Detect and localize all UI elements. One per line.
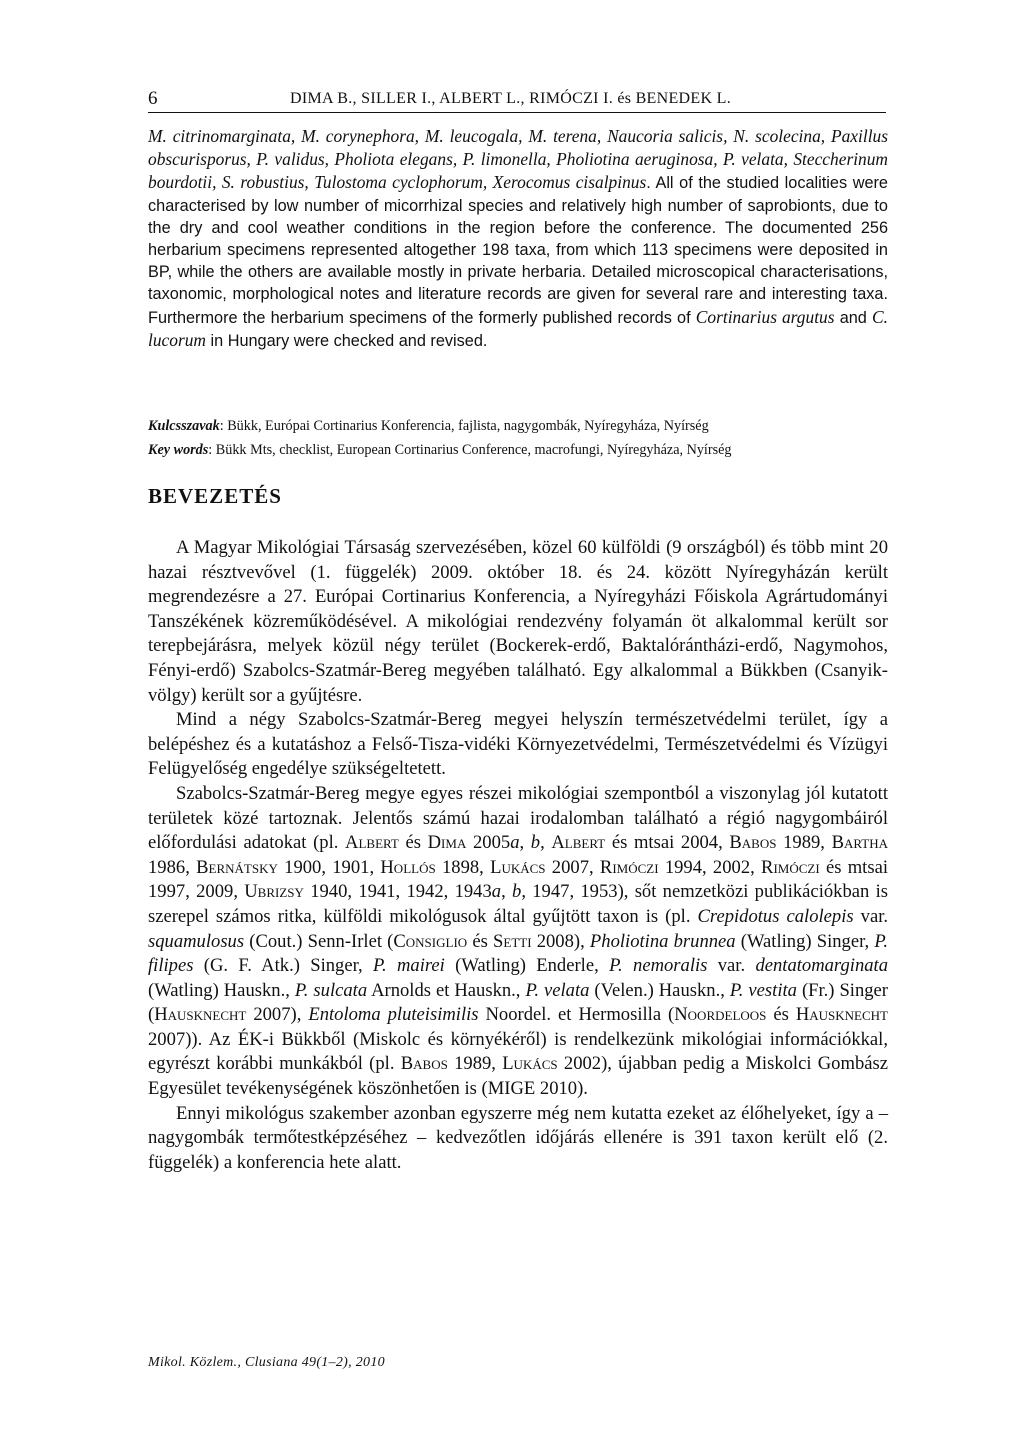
running-header [148, 86, 886, 113]
keywords-english: Key words: Bükk Mts, checklist, European Cortinarius Conference, macrofungi, Nyíregyháza, Nyírség [148, 442, 732, 458]
paragraph-3: Szabolcs-Szatmár-Bereg megye egyes részei mikológiai szempontból a viszonylag jól kutatott területek közé tartoznak. Jelentős számú hazai irodalomban található a régió nagygombáiról előfordulási adatokat (pl. Albert és Dima 2005a, b, Albert és mtsai 2004, Babos 1989, Bartha 1986, Bernátsky 1900, 1901, Hollós 1898, Lukács 2007, Rimóczi 1994, 2002, Rimóczi és mtsai 1997, 2009, Ubrizsy 1940, 1941, 1942, 1943a, b, 1947, 1953), sőt nemzetközi publikációkban is szerepel számos ritka, külföldi mikológusok által gyűjtött taxon is (pl. Crepidotus calolepis var. squamulosus (Cout.) Senn-Irlet (Consiglio és Setti 2008), Pholiotina brunnea (Watling) Singer, P. filipes (G. F. Atk.) Singer, P. mairei (Watling) Enderle, P. nemoralis var. dentatomarginata (Watling) Hauskn., P. sulcata Arnolds et Hauskn., P. velata (Velen.) Hauskn., P. vestita (Fr.) Singer (Hausknecht 2007), Entoloma pluteisimilis Noordel. et Hermosilla (Noordeloos és Hausknecht 2007)). Az ÉK-i Bükkből (Miskolc és környékéről) is rendelkezünk mikológiai információkkal, egyrészt korábbi munkákból (pl. Babos 1989, Lukács 2002), újabban pedig a Miskolci Gombász Egyesület tevékenységének köszönhetően is (MIGE 2010). [148, 782, 889, 1100]
page-number: 6 [148, 88, 158, 109]
paragraph-2: Mind a négy Szabolcs-Szatmár-Bereg megyei helyszín természetvédelmi terület, így a belépéshez és a kutatáshoz a Felső-Tisza-vidéki Környezetvédelmi, Természetvédelmi és Vízügyi Felügyelőség engedélye szükségeltetett. [148, 709, 888, 780]
species-list: M. citrinomarginata, M. corynephora, M. leucogala, M. terena, Naucoria salicis, N. scolecina, Paxillus obscurisporus, P. validus, Pholiota elegans, P. limonella, Pholiotina aeruginosa, P. velata, Steccherinum bourdotii, S. robustius, Tulostoma cyclophorum, Xerocomus cisalpinus [148, 126, 888, 193]
keywords-hu-label: Kulcsszavak [148, 418, 220, 434]
keywords-en-label: Key words [148, 442, 209, 458]
journal-footer: Mikol. Közlem., Clusiana 49(1–2), 2010 [148, 1355, 385, 1370]
paragraph-4: Ennyi mikológus szakember azonban egyszerre még nem kutatta ezeket az élőhelyeket, így a – nagygombák termőtestképzéséhez – kedvezőtlen időjárás ellenére is 391 taxon került elő (2. függelék) a konferencia hete alatt. [148, 1102, 888, 1173]
header-authors: DIMA B., SILLER I., ALBERT L., RIMÓCZI I. és BENEDEK L. [290, 90, 731, 107]
abstract-paragraph: M. citrinomarginata, M. corynephora, M. leucogala, M. terena, Naucoria salicis, N. scolecina, Paxillus obscurisporus, P. validus, Pholiota elegans, P. limonella, Pholiotina aeruginosa, P. velata, Steccherinum bourdotii, S. robustius, Tulostoma cyclophorum, Xerocomus cisalpinus. All of the studied localities were characterised by low number of micorrhizal species and relatively high number of saprobionts, due to the dry and cool weather conditions in the region before the conference. The documented 256 herbarium specimens represented altogether 198 taxa, from which 113 specimens were deposited in BP, while the others are available mostly in private herbaria. Detailed microscopical characterisations, taxonomic, morphological notes and literature records are given for several rare and interesting taxa. Furthermore the herbarium specimens of the formerly published records of Cortinarius argutus and C. lucorum in Hungary were checked and revised. [148, 126, 888, 350]
body-text [148, 536, 888, 1175]
keywords-hungarian: Kulcsszavak: Bükk, Európai Cortinarius Konferencia, fajlista, nagygombák, Nyíregyháza, Nyírség [148, 418, 709, 434]
section-title: BEVEZETÉS [148, 484, 282, 508]
paragraph-1: A Magyar Mikológiai Társaság szervezésében, közel 60 külföldi (9 országból) és több mint 20 hazai résztvevővel (1. függelék) 2009. október 18. és 24. között Nyíregyházán került megrendezésre a 27. Európai Cortinarius Konferencia, a Nyíregyházi Főiskola Agrártudományi Tanszékének közreműködésével. A mikológiai rendezvény folyamán öt alkalommal került sor terepbejárásra, melyek közül négy terület (Bockerek-erdő, Baktalórántházi-erdő, Nagymohos, Fényi-erdő) Szabolcs-Szatmár-Bereg megyében található. Egy alkalommal a Bükkben (Csanyik-völgy) került sor a gyűjtésre. [148, 537, 888, 706]
